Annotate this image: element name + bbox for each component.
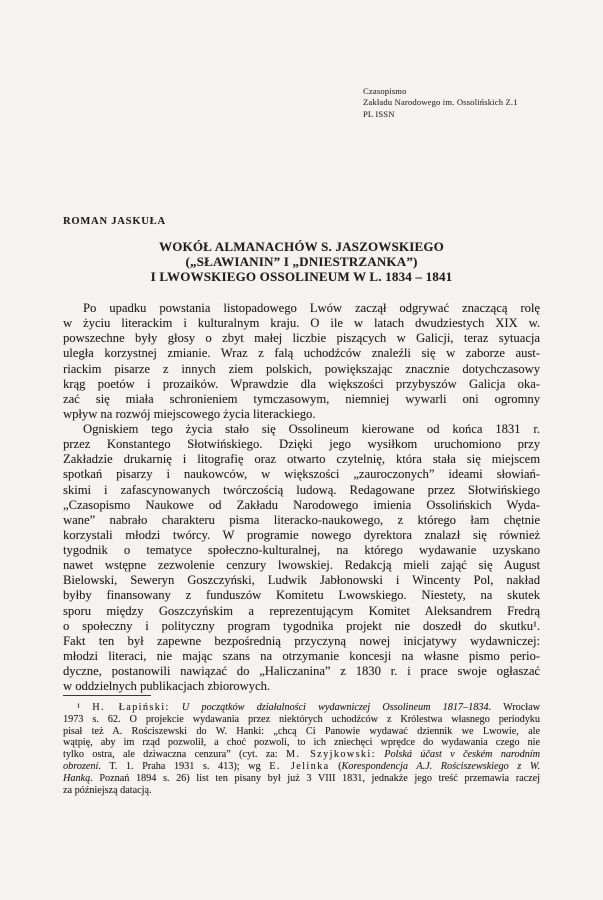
author-name: ROMAN JASKUŁA bbox=[63, 216, 166, 227]
footnote-text: ¹ H. Łapiński: U początków działalności wydawniczej Ossolineum 1817–1834. Wrocław 1973 s. 62. O projekcie wydawania przez niektórych uchodźców z Królestwa własnego periodyku pisał też A. Rościszewski do W. Hanki: „chcą Ci Panowie wydawać dziennik we Lwowie, ale wątpię, aby im rząd pozwolił, a choć pozwoli, to ich zniechęci wprędce do wydawania czego nie tylko ostra, ale dziwaczna cenzura” (cyt. za: M. Szyjkowski: Polská účast v českém narodním obrození. T. 1. Praha 1931 s. 413); wg E. Jelinka (Korespondencja A.J. Rościszewskiego z W. Hanką. Poznań 1894 s. 26) list ten pisany był już 3 VIII 1831, jednakże jego treść przemawia raczej za późniejszą datacją. bbox=[63, 702, 540, 796]
paragraph: Po upadku powstania listopadowego Lwów zaczął odgrywać znaczącą rolę w życiu literackim i kulturalnym kraju. O ile w latach dwudziestych XIX w. powszechne były głosy o zbyt małej liczbie piszących w Galicji, teraz sytuacja uległa korzystnej zmianie. Wraz z falą uchodźców znaleźli się w zaborze aust- riackim pisarze z innych ziem polskich, powiększając znacznie dotychczasowy krąg poetów i prozaików. Wprawdzie dla większości przybyszów Galicja oka- zać się miała schronieniem tymczasowym, niemniej wywarli oni ogromny wpływ na rozwój miejscowego życia literackiego. bbox=[63, 301, 540, 421]
journal-header: Czasopismo Zakładu Narodowego im. Ossolińskich Z.1 PL ISSN bbox=[363, 86, 518, 120]
article-title: WOKÓŁ ALMANACHÓW S. JASZOWSKIEGO („SŁAWIANIN” I „DNIESTRZANKA”) I LWOWSKIEGO OSSOLINEUM W L. 1834 – 1841 bbox=[150, 239, 453, 285]
body-text bbox=[63, 301, 540, 694]
footnote-divider bbox=[63, 695, 151, 696]
paragraph: Ogniskiem tego życia stało się Ossolineum kierowane od końca 1831 r. przez Konstantego Słotwińskiego. Dzięki jego wysiłkom uruchomiono przy Zakładzie drukarnię i litografię oraz otwarto czytelnię, która stała się miejscem spotkań pisarzy i naukowców, w większości „zauroczonych” ideami słowiań- skimi i zafascynowanych twórczością ludową. Redagowane przez Słotwińskiego „Czasopismo Naukowe od Zakładu Narodowego imienia Ossolińskich Wyda- wane” nabrało charakteru pisma literacko-naukowego, z którego łam chętnie korzystali młodzi twórcy. W programie nowego dyrektora znalazł się również tygodnik o tematyce społeczno-kulturalnej, na którego wydawanie uzyskano nawet wstępne zezwolenie cenzury lwowskiej. Redakcją mieli zająć się August Bielowski, Seweryn Goszczyński, Ludwik Jabłonowski i Wincenty Pol, nakład byłby finansowany z funduszów Komitetu Lwowskiego. Niestety, na skutek sporu między Goszczyńskim a reprezentującym Komitet Aleksandrem Fredrą o społeczny i polityczny program tygodnika projekt nie doszedł do skutku¹. Fakt ten był zapewne bezpośrednią przyczyną nowej inicjatywy wydawniczej: młodzi literaci, nie mając szans na otrzymanie koncesji na własne pismo perio- dyczne, postanowili nawiązać do „Haliczanina” z 1830 r. i prace swoje ogłaszać w oddzielnych publikacjach zbiorowych. bbox=[63, 422, 540, 694]
